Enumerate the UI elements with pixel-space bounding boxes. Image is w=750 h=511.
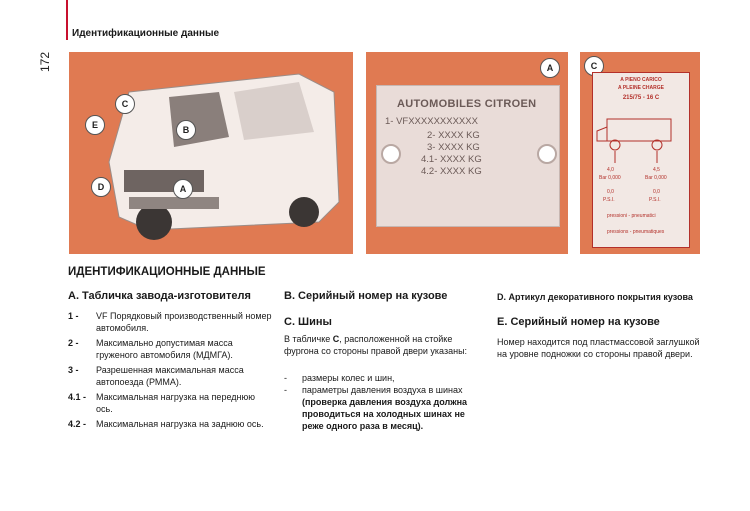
manufacturer-plate-image: [366, 52, 568, 254]
tyre-rear-value: 4,5: [653, 167, 660, 173]
section-e-title: E. Серийный номер на кузове: [497, 316, 660, 328]
section-heading: ИДЕНТИФИКАЦИОННЫЕ ДАННЫЕ: [68, 266, 266, 278]
section-b-title: B. Серийный номер на кузове: [284, 290, 448, 302]
tyre-psi-front: P.S.I.: [603, 197, 615, 203]
plate-line-2: 2- XXXX KG: [427, 130, 480, 141]
tyre-bar-rear: Bar 0,000: [645, 175, 667, 181]
plate-line-3: 3- XXXX KG: [427, 142, 480, 153]
section-c-intro: В табличке С, расположенной на стойке фургона со стороны правой двери указаны:: [284, 334, 468, 356]
plate-title: AUTOMOBILES CITROEN: [397, 98, 537, 110]
badge-e: E: [85, 115, 105, 135]
plate-line-5: 4.2- XXXX KG: [421, 166, 482, 177]
tyre-mid-rear: 0,0: [653, 189, 660, 195]
tyre-footer-2: pressions - pneumatiques: [607, 229, 665, 235]
plate-rivet-right: [537, 144, 557, 164]
badge-a-plate: A: [540, 58, 560, 78]
badge-d: D: [91, 177, 111, 197]
manufacturer-plate: [376, 85, 560, 227]
badge-c: C: [115, 94, 135, 114]
section-e-text: Номер находится под пластмассовой заглушкой на уровне подножки со стороны правой двери.: [497, 337, 700, 359]
header-accent-bar: [66, 0, 68, 40]
tyre-pressure-label: [592, 72, 690, 248]
van-illustration: [69, 52, 353, 254]
page-number: 172: [38, 51, 52, 72]
list-item: 1 - VF Порядковый производственный номер автомобиля.: [68, 311, 272, 333]
badge-a: A: [173, 179, 193, 199]
tyre-header-2: A PLEINE CHARGE: [618, 85, 664, 91]
section-c-bullets: [284, 372, 489, 432]
list-item: 4.2 - Максимальная нагрузка на заднюю ось.: [68, 419, 264, 429]
list-item: - размеры колес и шин,: [284, 373, 395, 383]
page-header: Идентификационные данные: [72, 28, 220, 39]
badge-b: B: [176, 120, 196, 140]
tyre-footer-1: pressioni - pneumatici: [607, 213, 656, 219]
plate-rivet-left: [381, 144, 401, 164]
badge-c-tyre: C: [584, 56, 604, 76]
plate-line-4: 4.1- XXXX KG: [421, 154, 482, 165]
tyre-size: 215/75 - 16 C: [622, 95, 660, 101]
van-side-icon: [593, 105, 689, 165]
section-a-list: [68, 310, 273, 433]
van-drawing: [69, 52, 353, 254]
tyre-bar-front: Bar 0,000: [599, 175, 621, 181]
tyre-mid-front: 0,0: [607, 189, 614, 195]
tyre-psi-rear: P.S.I.: [649, 197, 661, 203]
list-item: 4.1 - Максимальная нагрузка на переднюю ось.: [68, 392, 255, 414]
tyre-label-image: [580, 52, 700, 254]
section-a-title: A. Табличка завода-изготовителя: [68, 290, 251, 302]
list-item: 2 - Максимально допустимая масса груженого автомобиля (МДМГА).: [68, 338, 233, 360]
list-item: 3 - Разрешенная максимальная масса автопоезда (РММА).: [68, 365, 244, 387]
tyre-front-value: 4,0: [607, 167, 614, 173]
tyre-header-1: A PIENO CARICO: [620, 77, 662, 83]
list-item: - параметры давления воздуха в шинах (проверка давления воздуха должна проводиться на холодных шинах не реже одного раза в месяц).: [284, 385, 468, 431]
plate-line-1: 1- VFXXXXXXXXXXX: [385, 116, 478, 127]
section-d-title: D. Артикул декоративного покрытия кузова: [497, 292, 693, 302]
section-c-title: C. Шины: [284, 316, 332, 328]
